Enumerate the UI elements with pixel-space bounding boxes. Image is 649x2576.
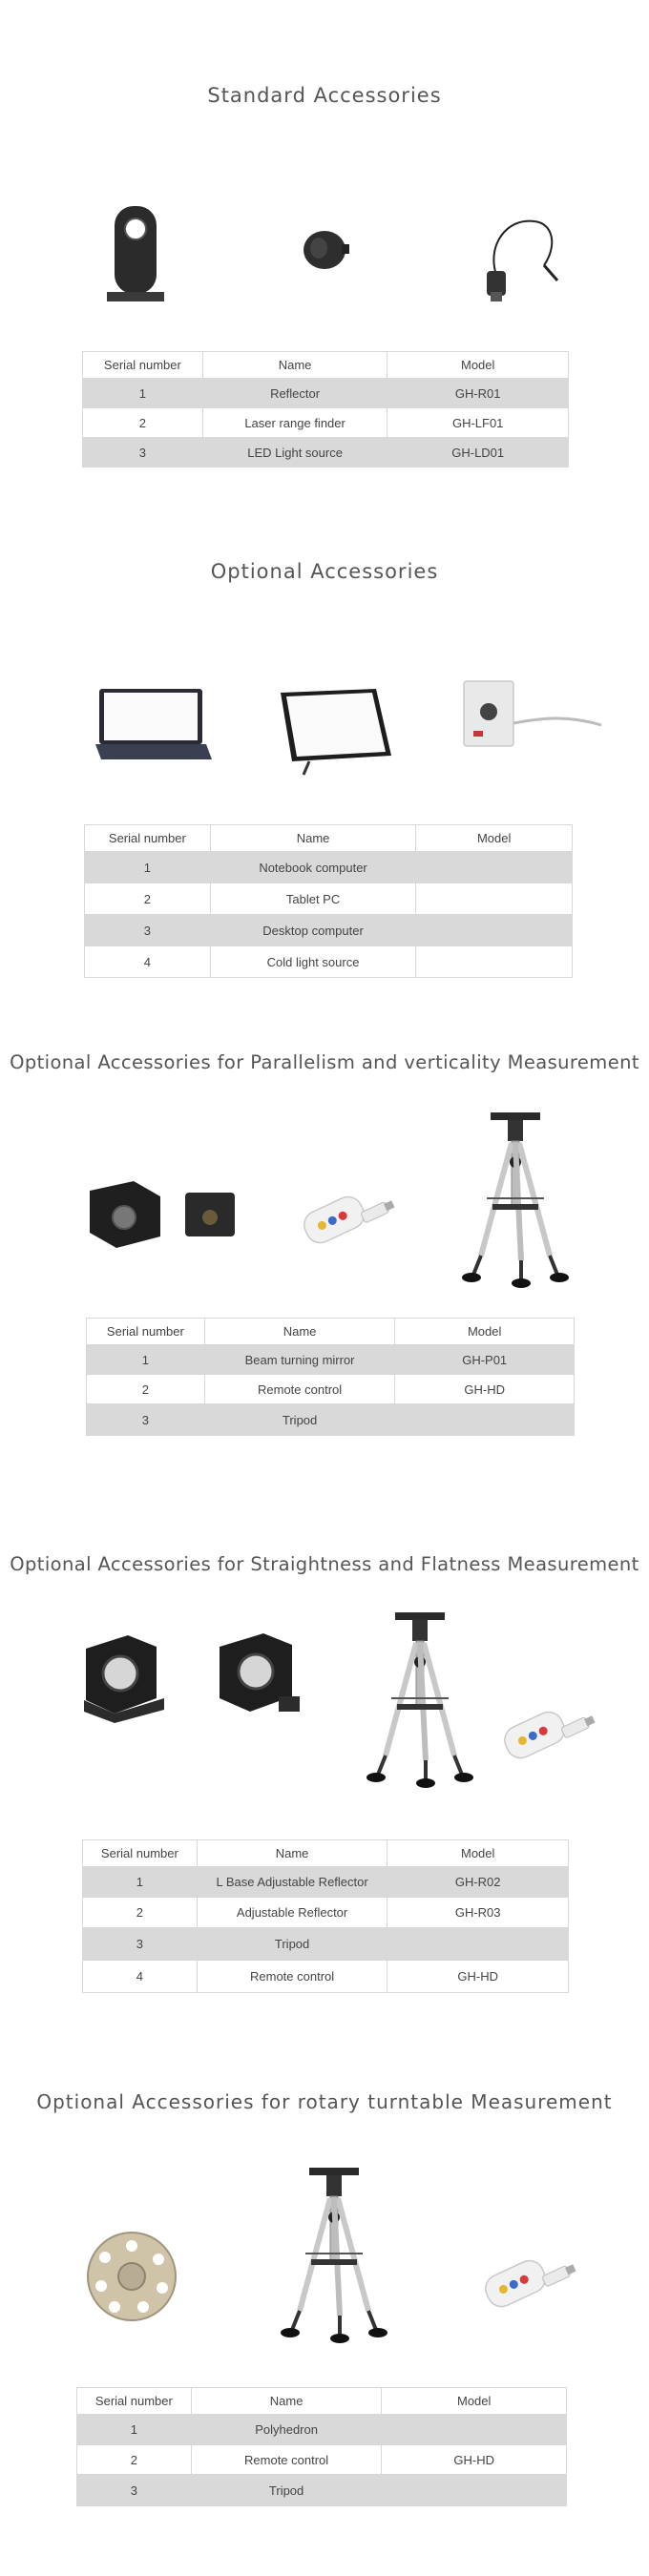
model-cell bbox=[416, 883, 573, 915]
section-title-straightness: Optional Accessories for Straightness and Flatness Measurement bbox=[10, 1553, 639, 1575]
model-cell: GH-R03 bbox=[387, 1898, 569, 1928]
table-row bbox=[83, 1928, 569, 1961]
column-header-serial: Serial number bbox=[87, 1319, 205, 1345]
laser-range-finder-icon bbox=[296, 221, 353, 279]
led-light-source-icon bbox=[477, 208, 563, 303]
rotary-accessories-table bbox=[76, 2387, 567, 2506]
beam-turning-mirror-icon bbox=[86, 1179, 248, 1256]
table-row bbox=[85, 883, 573, 915]
remote-control-icon bbox=[496, 1698, 592, 1775]
name-cell: Cold light source bbox=[210, 946, 416, 978]
table-row bbox=[83, 408, 569, 438]
serial-cell: 1 bbox=[87, 1345, 205, 1375]
model-cell bbox=[416, 946, 573, 978]
cold-light-source-icon bbox=[458, 675, 611, 771]
name-cell: Tripod bbox=[191, 2475, 382, 2506]
tripod-icon bbox=[458, 1107, 573, 1298]
table-row bbox=[83, 438, 569, 467]
remote-control-icon bbox=[477, 2247, 573, 2323]
table-row bbox=[83, 1867, 569, 1898]
section-title-parallelism: Optional Accessories for Parallelism and verticality Measurement bbox=[10, 1051, 639, 1073]
name-cell: L Base Adjustable Reflector bbox=[197, 1867, 387, 1898]
name-cell: Laser range finder bbox=[202, 408, 387, 438]
section-title-rotary: Optional Accessories for rotary turntable Measurement bbox=[36, 2090, 613, 2113]
table-row bbox=[77, 2475, 567, 2506]
model-cell bbox=[382, 2475, 567, 2506]
name-cell: Tablet PC bbox=[210, 883, 416, 915]
name-cell: Remote control bbox=[204, 1375, 395, 1404]
serial-cell: 3 bbox=[83, 438, 203, 467]
model-cell bbox=[382, 2415, 567, 2445]
table-row bbox=[77, 2445, 567, 2475]
name-cell: Adjustable Reflector bbox=[197, 1898, 387, 1928]
reflector-icon bbox=[107, 200, 164, 305]
serial-cell: 1 bbox=[83, 379, 203, 408]
name-cell: Reflector bbox=[202, 379, 387, 408]
serial-cell: 1 bbox=[77, 2415, 192, 2445]
column-header-serial: Serial number bbox=[85, 825, 211, 852]
name-cell: Notebook computer bbox=[210, 852, 416, 883]
column-header-name: Name bbox=[202, 352, 387, 379]
table-row bbox=[83, 379, 569, 408]
name-cell: Beam turning mirror bbox=[204, 1345, 395, 1375]
model-cell: GH-LF01 bbox=[387, 408, 569, 438]
optional-accessories-table bbox=[84, 824, 573, 978]
name-cell: Remote control bbox=[191, 2445, 382, 2475]
name-cell: Desktop computer bbox=[210, 915, 416, 946]
column-header-model: Model bbox=[416, 825, 573, 852]
model-cell: GH-HD bbox=[387, 1961, 569, 1993]
table-row bbox=[77, 2415, 567, 2445]
column-header-serial: Serial number bbox=[83, 1840, 198, 1867]
serial-cell: 2 bbox=[87, 1375, 205, 1404]
notebook-computer-icon bbox=[94, 687, 212, 763]
column-header-serial: Serial number bbox=[83, 352, 203, 379]
table-row bbox=[85, 852, 573, 883]
serial-cell: 3 bbox=[83, 1928, 198, 1961]
model-cell: GH-HD bbox=[382, 2445, 567, 2475]
model-cell: GH-LD01 bbox=[387, 438, 569, 467]
name-cell: Polyhedron bbox=[191, 2415, 382, 2445]
remote-control-icon bbox=[296, 1183, 391, 1259]
serial-cell: 2 bbox=[85, 883, 211, 915]
tablet-pc-icon bbox=[271, 685, 395, 776]
name-cell: LED Light source bbox=[202, 438, 387, 467]
adjustable-reflector-icon bbox=[212, 1630, 304, 1725]
table-row bbox=[87, 1375, 575, 1404]
serial-cell: 4 bbox=[83, 1961, 198, 1993]
table-row bbox=[87, 1345, 575, 1375]
column-header-model: Model bbox=[395, 1319, 575, 1345]
serial-cell: 1 bbox=[85, 852, 211, 883]
serial-cell: 3 bbox=[85, 915, 211, 946]
model-cell: GH-P01 bbox=[395, 1345, 575, 1375]
model-cell: GH-R01 bbox=[387, 379, 569, 408]
tripod-icon bbox=[363, 1607, 477, 1797]
l-base-adjustable-reflector-icon bbox=[80, 1630, 166, 1725]
serial-cell: 2 bbox=[77, 2445, 192, 2475]
model-cell bbox=[416, 915, 573, 946]
standard-accessories-table bbox=[82, 351, 569, 467]
serial-cell: 4 bbox=[85, 946, 211, 978]
column-header-serial: Serial number bbox=[77, 2388, 192, 2415]
name-cell: Tripod bbox=[197, 1928, 387, 1961]
section-title-standard: Standard Accessories bbox=[207, 84, 442, 107]
column-header-name: Name bbox=[204, 1319, 395, 1345]
serial-cell: 2 bbox=[83, 1898, 198, 1928]
table-row bbox=[87, 1404, 575, 1436]
column-header-name: Name bbox=[210, 825, 416, 852]
column-header-model: Model bbox=[387, 1840, 569, 1867]
straightness-accessories-table bbox=[82, 1839, 569, 1993]
serial-cell: 1 bbox=[83, 1867, 198, 1898]
serial-cell: 3 bbox=[87, 1404, 205, 1436]
tripod-icon bbox=[277, 2162, 391, 2353]
serial-cell: 2 bbox=[83, 408, 203, 438]
model-cell bbox=[387, 1928, 569, 1961]
table-row bbox=[85, 915, 573, 946]
model-cell bbox=[416, 852, 573, 883]
table-row bbox=[83, 1898, 569, 1928]
column-header-model: Model bbox=[382, 2388, 567, 2415]
column-header-name: Name bbox=[197, 1840, 387, 1867]
name-cell: Tripod bbox=[204, 1404, 395, 1436]
polyhedron-icon bbox=[84, 2229, 179, 2324]
serial-cell: 3 bbox=[77, 2475, 192, 2506]
parallelism-accessories-table bbox=[86, 1318, 575, 1436]
table-row bbox=[85, 946, 573, 978]
column-header-model: Model bbox=[387, 352, 569, 379]
model-cell bbox=[395, 1404, 575, 1436]
column-header-name: Name bbox=[191, 2388, 382, 2415]
model-cell: GH-R02 bbox=[387, 1867, 569, 1898]
section-title-optional: Optional Accessories bbox=[210, 560, 439, 583]
model-cell: GH-HD bbox=[395, 1375, 575, 1404]
table-row bbox=[83, 1961, 569, 1993]
name-cell: Remote control bbox=[197, 1961, 387, 1993]
